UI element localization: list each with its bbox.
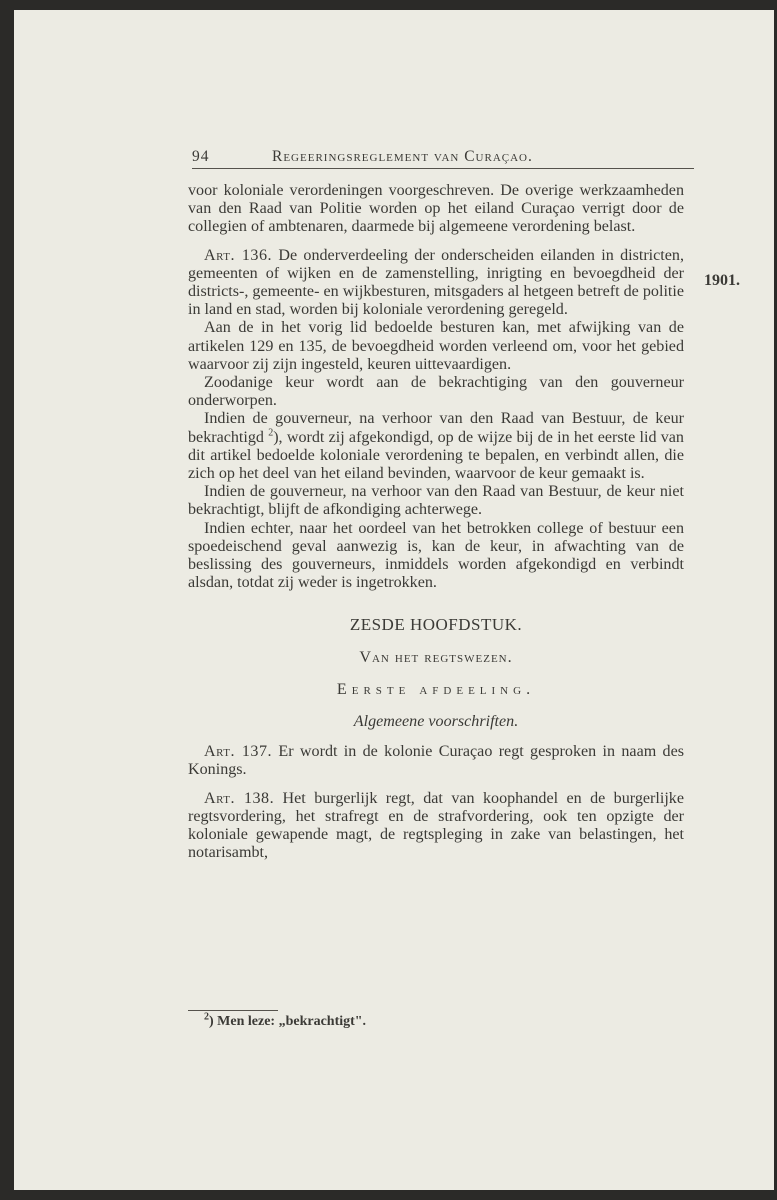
- article-text: De onderverdeeling der onderscheiden eilanden in districten, gemeenten of wijken en de zamenstelling, inrigting en bevoegdheid der districts-, gemeente- en wijkbesturen, mitsgaders al hetgeen betreft de politie in land en stad, worden bij koloniale verordening geregeld.: [188, 246, 684, 319]
- article-136: [188, 247, 684, 320]
- article-text: Het burgerlijk regt, dat van koophandel en de burgerlijke regtsvordering, het strafregt en de strafvordering, ook ten opzigte der koloniale gewapende magt, de regtspleging in zake van belastingen, het notarisambt,: [188, 789, 684, 862]
- paragraph: Indien echter, naar het oordeel van het betrokken college of bestuur een spoedeischend geval aanwezig is, kan de keur, in afwachting van de beslissing des gouverneurs, inmiddels worden afgekondigd en verbindt alsdan, totdat zij weder is ingetrokken.: [188, 519, 684, 592]
- paragraph: Zoodanige keur wordt aan de bekrachtiging van den gouverneur onderworpen.: [188, 374, 684, 410]
- article-label: Art. 136.: [204, 246, 273, 264]
- article-text: Er wordt in de kolonie Curaçao regt gesproken in naam des Konings.: [188, 743, 685, 779]
- footnote-rule: [188, 1010, 278, 1011]
- book-page: [14, 10, 774, 1190]
- paragraph: [188, 410, 684, 483]
- article-138: [188, 790, 684, 863]
- running-title: Regeeringsreglement van Curaçao.: [272, 148, 533, 165]
- chapter-subtitle: Van het regtswezen.: [359, 648, 513, 666]
- division-title: Eerste afdeeling.: [336, 680, 536, 698]
- article-137: [188, 743, 684, 779]
- footnote-marker: 2: [204, 1011, 209, 1023]
- footnote-text: ) Men leze: „bekrachtigt".: [209, 1014, 367, 1029]
- running-header: [192, 144, 694, 169]
- margin-year-note: 1901.: [704, 272, 740, 289]
- paragraph: Indien de gouverneur, na verhoor van den Raad van Bestuur, de keur niet bekrachtigt, blijft de afkondiging achterwege.: [188, 483, 684, 519]
- paragraph-text: ), wordt zij afgekondigd, op de wijze bij de in het eerste lid van dit artikel bedoelde koloniale verordening te bepalen, en verbindt allen, die zich op het deel van het eiland bevinden, waarvoor de keur gemaakt is.: [188, 428, 684, 483]
- chapter-title: ZESDE HOOFDSTUK.: [349, 615, 523, 635]
- footnote-ref: 2: [268, 427, 274, 439]
- paragraph-text: Indien de gouverneur, na verhoor van den Raad van Bestuur, de keur bekrachtigd: [188, 410, 684, 446]
- page-number: 94: [192, 148, 210, 165]
- paragraph: voor koloniale verordeningen voorgeschreven. De overige werkzaamheden van den Raad van Politie worden op het eiland Curaçao verrigt door de collegien of ambtenaren, daarmede bij algemeene verordening belast.: [188, 182, 684, 236]
- article-label: Art. 138.: [204, 789, 275, 807]
- article-label: Art. 137.: [204, 743, 273, 761]
- page-body: [188, 182, 684, 863]
- paragraph: Aan de in het vorig lid bedoelde besturen kan, met afwijking van de artikelen 129 en 135, de bevoegdheid worden verleend om, voor het gebied waarvoor zij zijn ingesteld, keuren uittevaardigen.: [188, 319, 684, 373]
- section-title: Algemeene voorschriften.: [353, 713, 519, 731]
- footnote: [204, 1011, 367, 1030]
